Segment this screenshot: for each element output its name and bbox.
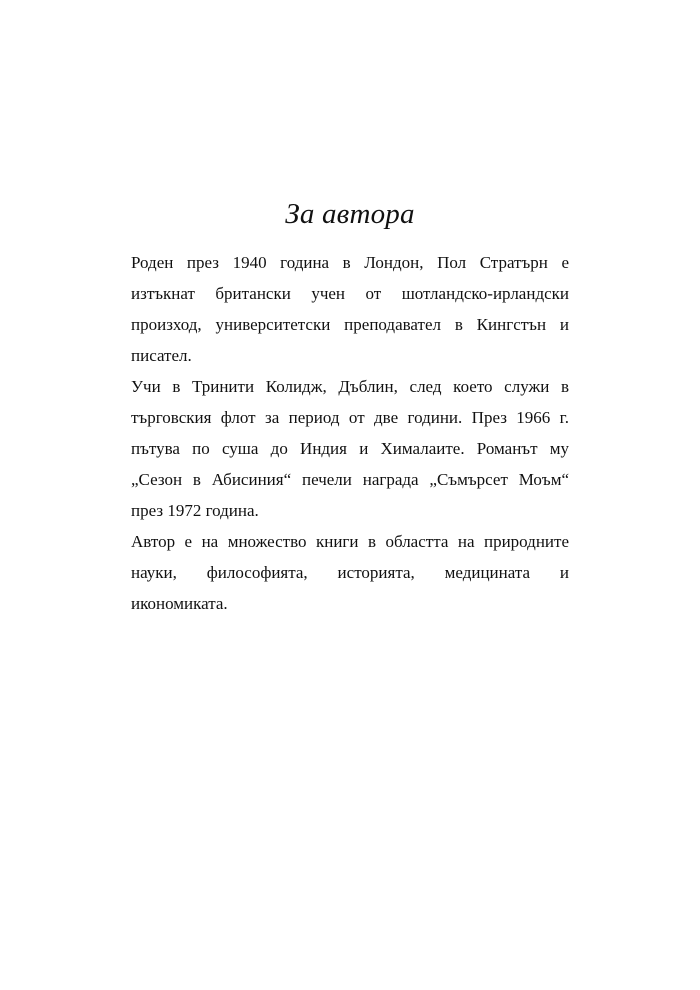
text-line: Учи в Тринити Колидж, Дъблин, след което служи в	[131, 377, 569, 396]
text-line: пътува по суша до Индия и Хималаите. Романът му	[131, 439, 569, 458]
author-bio	[131, 247, 569, 619]
text-line: Автор е на множество книги в областта на природните	[131, 532, 569, 551]
text-line: икономиката.	[131, 594, 228, 613]
text-line: търговския флот за период от две години. През 1966 г.	[131, 408, 569, 427]
text-line: изтъкнат британски учен от шотландско-ирландски	[131, 284, 569, 303]
text-line: произход, университетски преподавател в Кингстън и	[131, 315, 569, 334]
text-line: Роден през 1940 година в Лондон, Пол Стратърн е	[131, 253, 569, 272]
text-line: науки, философията, историята, медицината и	[131, 563, 569, 582]
text-line: писател.	[131, 346, 192, 365]
page-title: За автора	[285, 198, 415, 230]
text-line: през 1972 година.	[131, 501, 259, 520]
text-line: „Сезон в Абисиния“ печели награда „Съмърсет Моъм“	[131, 470, 569, 489]
